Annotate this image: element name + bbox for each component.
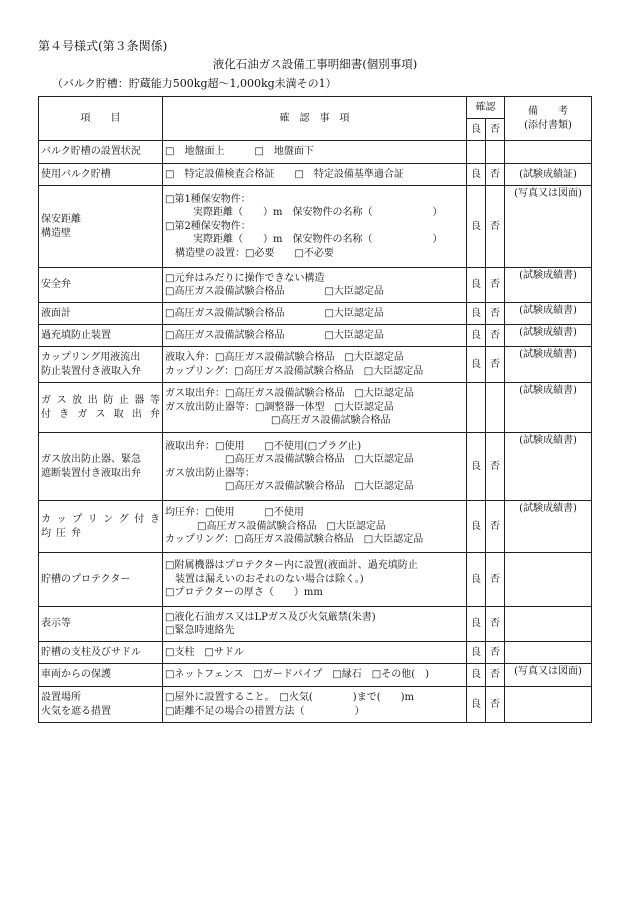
row-good: 良 xyxy=(467,687,486,723)
row-item: 過充填防止装置 xyxy=(39,325,163,347)
form-number: 第４号様式(第３条関係) xyxy=(38,39,168,53)
row-bad: 否 xyxy=(486,268,505,303)
row-good: 良 xyxy=(467,664,486,687)
row-good: 良 xyxy=(467,347,486,383)
row-bad: 否 xyxy=(486,164,505,186)
row-item: ガス放出防止器、緊急 遮断装置付き液取出弁 xyxy=(39,433,163,501)
row-remark: (試験成績書) xyxy=(505,268,592,303)
row-remark: (写真又は図面) xyxy=(505,664,592,687)
row-good: 良 xyxy=(467,607,486,642)
header-remarks xyxy=(505,97,592,141)
row-item: バルク貯槽の設置状況 xyxy=(39,141,163,164)
row-content: □高圧ガス設備試験合格品 □大臣認定品 xyxy=(163,303,467,325)
row-remark xyxy=(505,553,592,607)
row-content: □元弁はみだりに操作できない構造 □高圧ガス設備試験合格品 □大臣認定品 xyxy=(163,268,467,303)
row-content: 液取入弁：□高圧ガス設備試験合格品 □大臣認定品 カップリング：□高圧ガス設備試験合格品 □大臣認定品 xyxy=(163,347,467,383)
row-content: ガス取出弁：□高圧ガス設備試験合格品 □大臣認定品 ガス放出防止器等：□調整器一体型 □大臣認定品 □高圧ガス設備試験合格品 xyxy=(163,383,467,433)
row-good: 良 xyxy=(467,164,486,186)
row-good: 良 xyxy=(467,325,486,347)
document-title: 液化石油ガス設備工事明細書(個別事項) xyxy=(212,57,418,71)
row-bad xyxy=(486,383,505,433)
row-content: 均圧弁：□使用 □不使用 □高圧ガス設備試験合格品 □大臣認定品 カップリング：□高圧ガス設備試験合格品 □大臣認定品 xyxy=(163,501,467,553)
table-row xyxy=(39,164,592,186)
row-good: 良 xyxy=(467,433,486,501)
row-bad: 否 xyxy=(486,687,505,723)
header-confirm: 確認 xyxy=(467,97,505,119)
row-good xyxy=(467,141,486,164)
row-item: 貯槽の支柱及びサドル xyxy=(39,642,163,664)
row-bad: 否 xyxy=(486,501,505,553)
inspection-table xyxy=(38,96,592,723)
row-content: □高圧ガス設備試験合格品 □大臣認定品 xyxy=(163,325,467,347)
table-row xyxy=(39,141,592,164)
header-item: 項 目 xyxy=(39,97,163,141)
row-content: □第1種保安物件： 実際距離（ ）m 保安物件の名称（ ） □第2種保安物件： 実際距離（ ）m 保安物件の名称（ ） 構造壁の設置：□必要 □不必要 xyxy=(163,186,467,268)
row-content: □附属機器はプロテクター内に設置(液面計、過充填防止 装置は漏えいのおそれのない場合は除く。) □プロテクターの厚さ（ ）mm xyxy=(163,553,467,607)
row-remark xyxy=(505,687,592,723)
row-bad: 否 xyxy=(486,642,505,664)
row-item: 液面計 xyxy=(39,303,163,325)
row-good xyxy=(467,383,486,433)
row-item: 使用バルク貯槽 xyxy=(39,164,163,186)
row-bad: 否 xyxy=(486,186,505,268)
row-good: 良 xyxy=(467,268,486,303)
table-row xyxy=(39,553,592,607)
row-item: 貯槽のプロテクター xyxy=(39,553,163,607)
row-content: □支柱 □サドル xyxy=(163,642,467,664)
row-item: 安全弁 xyxy=(39,268,163,303)
row-bad: 否 xyxy=(486,607,505,642)
row-item: 表示等 xyxy=(39,607,163,642)
row-content: □液化石油ガス又はLPガス及び火気厳禁(朱書) □緊急時連絡先 xyxy=(163,607,467,642)
table-row xyxy=(39,383,592,433)
row-content: □ 地盤面上 □ 地盤面下 xyxy=(163,141,467,164)
row-remark: (試験成績書) xyxy=(505,347,592,383)
header-attached-docs: (添付書類) xyxy=(524,119,572,131)
row-content: 液取出弁：□使用 □不使用(□プラグ止) □高圧ガス設備試験合格品 □大臣認定品 ガス放出防止器等： □高圧ガス設備試験合格品 □大臣認定品 xyxy=(163,433,467,501)
row-content: □ 特定設備検査合格証 □ 特定設備基準適合証 xyxy=(163,164,467,186)
table-row xyxy=(39,687,592,723)
row-item: ガス放出防止器等 付きガス取出弁 xyxy=(39,383,163,433)
row-remark xyxy=(505,141,592,164)
table-row xyxy=(39,642,592,664)
header-bad: 否 xyxy=(486,119,505,141)
row-bad: 否 xyxy=(486,664,505,687)
table-row xyxy=(39,607,592,642)
table-row xyxy=(39,664,592,687)
row-content: □ネットフェンス □ガードパイプ □縁石 □その他( ) xyxy=(163,664,467,687)
row-item: 設置場所 火気を遮る措置 xyxy=(39,687,163,723)
row-item: カップリング用液流出 防止装置付き液取入弁 xyxy=(39,347,163,383)
row-good: 良 xyxy=(467,303,486,325)
table-row xyxy=(39,303,592,325)
row-remark: (写真又は図面) xyxy=(505,186,592,268)
document-subtitle: （バルク貯槽：貯蔵能力500kg超～1,000kg未満その1） xyxy=(52,77,337,90)
header-remarks-label: 備 考 xyxy=(528,106,568,117)
row-remark: (試験成績書) xyxy=(505,325,592,347)
row-remark: (試験成績証) xyxy=(505,164,592,186)
row-good: 良 xyxy=(467,501,486,553)
row-remark: (試験成績書) xyxy=(505,501,592,553)
row-remark: (試験成績書) xyxy=(505,433,592,501)
table-row xyxy=(39,186,592,268)
row-remark: (試験成績書) xyxy=(505,383,592,433)
table-row xyxy=(39,325,592,347)
row-bad: 否 xyxy=(486,433,505,501)
row-remark: (試験成績書) xyxy=(505,303,592,325)
row-good: 良 xyxy=(467,553,486,607)
row-item: カップリング付き 均圧弁 xyxy=(39,501,163,553)
header-confirm-items: 確 認 事 項 xyxy=(163,97,467,141)
row-bad: 否 xyxy=(486,553,505,607)
row-bad: 否 xyxy=(486,347,505,383)
header-good: 良 xyxy=(467,119,486,141)
table-row xyxy=(39,268,592,303)
row-bad: 否 xyxy=(486,303,505,325)
table-row xyxy=(39,501,592,553)
row-good: 良 xyxy=(467,642,486,664)
row-remark xyxy=(505,642,592,664)
row-remark xyxy=(505,607,592,642)
row-good: 良 xyxy=(467,186,486,268)
table-row xyxy=(39,347,592,383)
row-item: 車両からの保護 xyxy=(39,664,163,687)
row-bad xyxy=(486,141,505,164)
row-bad: 否 xyxy=(486,325,505,347)
table-row xyxy=(39,433,592,501)
row-content: □屋外に設置すること。 □火気( )まで( )m □距離不足の場合の措置方法（ ） xyxy=(163,687,467,723)
row-item: 保安距離 構造壁 xyxy=(39,186,163,268)
